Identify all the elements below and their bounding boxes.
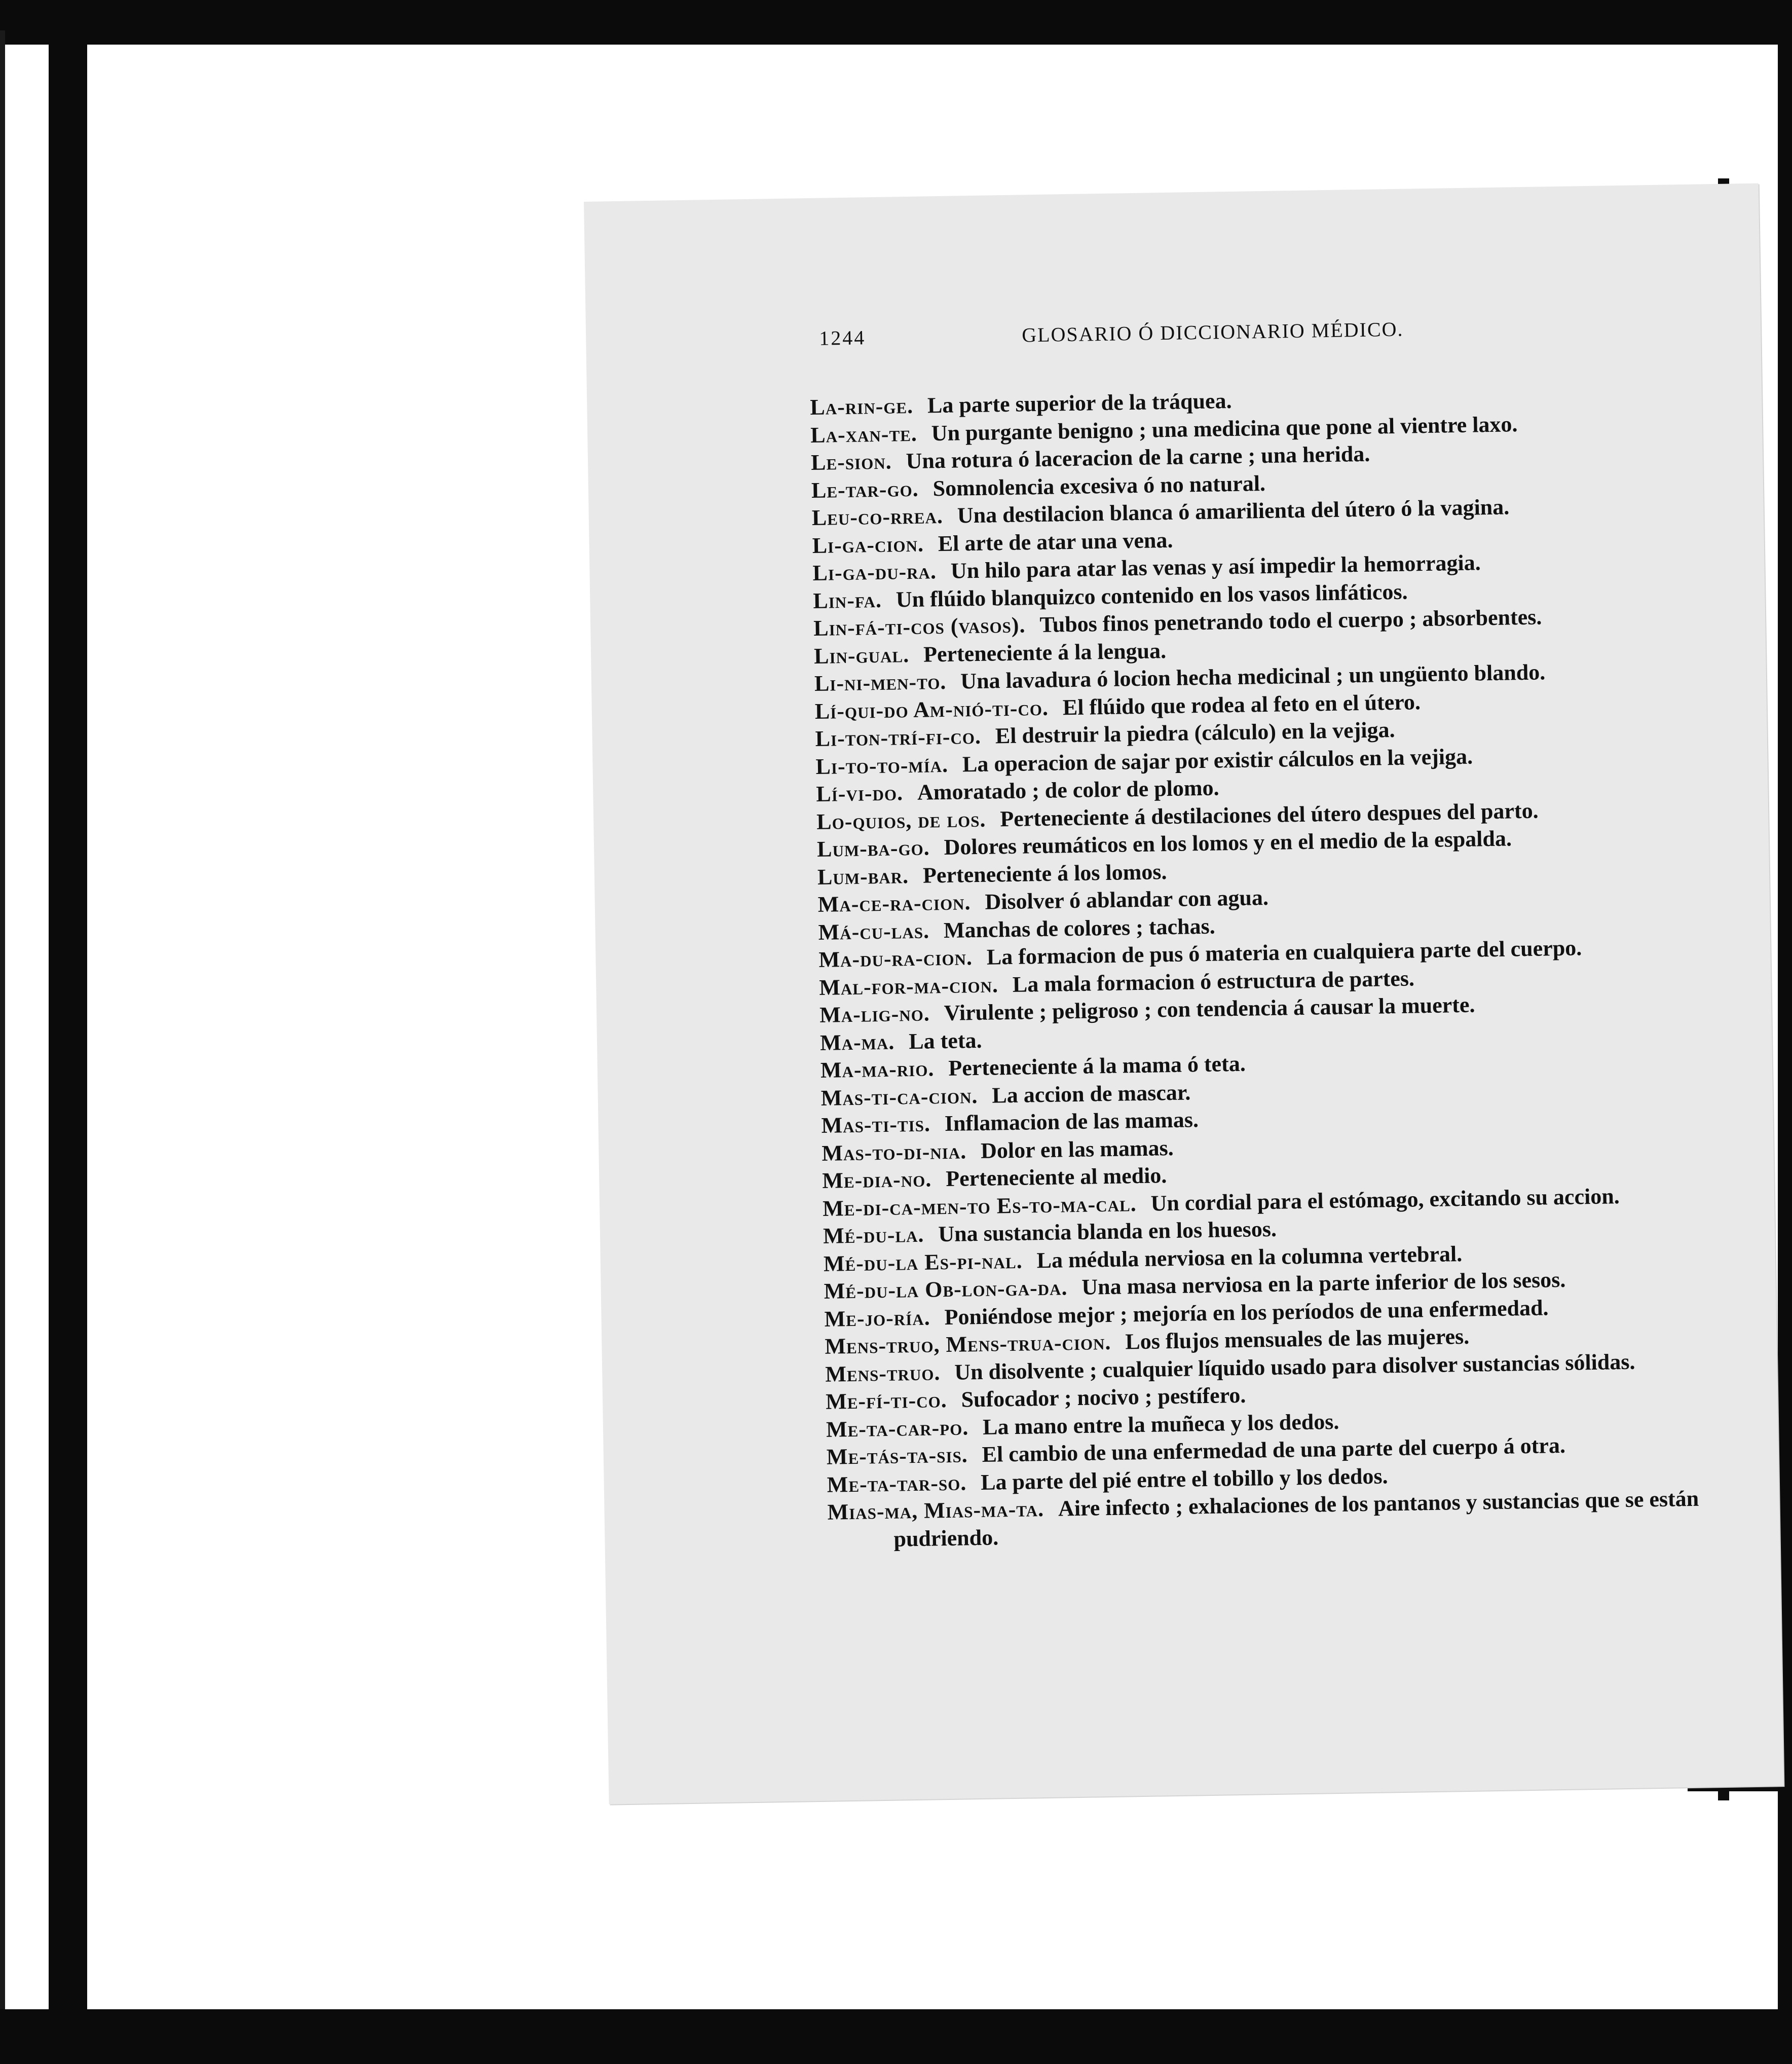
entry-definition: Una sustancia blanda en los huesos. <box>938 1216 1277 1247</box>
scan-border-left-edge <box>0 30 5 2028</box>
entry-definition: El arte de atar una vena. <box>938 527 1173 556</box>
scan-border-left <box>49 30 87 2028</box>
entry-definition: La accion de mascar. <box>991 1079 1191 1108</box>
entry-definition: Dolores reumáticos en los lomos y en el medio de la espalda. <box>944 826 1512 860</box>
entry-term: Le-sion. <box>810 449 892 475</box>
entry-definition: La parte superior de la tráquea. <box>927 388 1232 418</box>
entry-definition: Amoratado ; de color de plomo. <box>917 775 1219 805</box>
entry-term: Mas-ti-tis. <box>821 1111 931 1138</box>
entry-term: Ma-lig-no. <box>819 1001 930 1027</box>
scan-border-bottom <box>0 2009 1792 2064</box>
entry-definition: La teta. <box>908 1027 982 1054</box>
entry-term: Lin-fa. <box>813 587 882 613</box>
entry-definition: El flúido que rodea al feto en el útero. <box>1062 689 1421 720</box>
entry-term: Mé-du-la Ob-lon-ga-da. <box>824 1275 1068 1304</box>
entry-definition: La médula nerviosa en la columna vertebral. <box>1036 1241 1463 1273</box>
entry-term: Me-dia-no. <box>822 1166 932 1193</box>
running-title: GLOSARIO Ó DICCIONARIO MÉDICO. <box>1021 317 1404 347</box>
entry-definition: Perteneciente á destilaciones del útero despues del parto. <box>999 798 1539 831</box>
entry-term: Li-ni-men-to. <box>814 669 947 696</box>
entry-definition: La parte del pié entre el tobillo y los dedos. <box>980 1463 1388 1495</box>
entry-definition: Una lavadura ó locion hecha medicinal ; un ungüento blando. <box>960 659 1546 694</box>
entry-definition: La operacion de sajar por existir cálculos en la vejiga. <box>962 744 1473 777</box>
entry-term: La-xan-te. <box>810 421 918 448</box>
entry-term: Ma-ma-rio. <box>820 1056 935 1083</box>
entry-term: Me-jo-ría. <box>824 1305 931 1332</box>
entry-term: Lum-bar. <box>817 863 909 890</box>
entry-term: Ma-ce-ra-cion. <box>817 890 971 917</box>
entry-term: Me-ta-tar-so. <box>827 1469 967 1497</box>
entry-term: Li-ga-du-ra. <box>812 559 937 585</box>
entry-term: Lin-gual. <box>813 642 910 669</box>
entry-term: La-rin-ge. <box>810 393 914 420</box>
entry-definition: Un flúido blanquizco contenido en los vasos linfáticos. <box>895 579 1408 612</box>
entry-term: Mias-ma, Mias-ma-ta. <box>827 1496 1044 1525</box>
entry-definition: Un hilo para atar las venas y así impedir la hemorragia. <box>950 550 1481 583</box>
entry-term: Me-tás-ta-sis. <box>826 1442 968 1469</box>
entry-term: Mé-du-la Es-pi-nal. <box>823 1248 1023 1276</box>
entry-definition: Manchas de colores ; tachas. <box>943 913 1215 943</box>
entry-term: Má-cu-las. <box>818 917 930 945</box>
entry-definition: Un cordial para el estómago, excitando su accion. <box>1150 1183 1620 1216</box>
entry-term: Ma-ma. <box>819 1029 895 1055</box>
entry-definition: Dolor en las mamas. <box>980 1135 1174 1163</box>
entry-term: Le-tar-go. <box>811 476 919 503</box>
entry-definition: Una masa nerviosa en la parte inferior de los sesos. <box>1081 1267 1566 1300</box>
entry-term: Leu-co-rrea. <box>811 503 944 531</box>
entry-definition: Perteneciente á la lengua. <box>923 638 1167 667</box>
entry-definition: Sufocador ; nocivo ; pestífero. <box>961 1382 1246 1412</box>
entry-definition: Un purgante benigno ; una medicina que pone al vientre laxo. <box>931 411 1518 446</box>
book-page <box>584 183 1783 1804</box>
entry-term: Mens-truo. <box>825 1359 941 1387</box>
entry-definition: Los flujos mensuales de las mujeres. <box>1125 1323 1470 1354</box>
entry-term: Li-ton-trí-fi-co. <box>815 723 982 751</box>
entry-definition: Somnolencia excesiva ó no natural. <box>932 470 1266 501</box>
entry-term: Me-di-ca-men-to Es-to-ma-cal. <box>822 1191 1137 1221</box>
entry-term: Li-ga-cion. <box>812 531 924 558</box>
entry-definition: Poniéndose mejor ; mejoría en los períodos de una enfermedad. <box>944 1295 1549 1330</box>
entry-term: Mas-to-di-nia. <box>822 1138 967 1166</box>
entry-definition: Un disolvente ; cualquier líquido usado para disolver sustancias sólidas. <box>954 1349 1635 1385</box>
page-number: 1244 <box>818 326 866 350</box>
entry-definition: El destruir la piedra (cálculo) en la vejiga. <box>995 717 1395 749</box>
entry-definition: Tubos finos penetrando todo el cuerpo ; absorbentes. <box>1039 604 1542 637</box>
scan-border-top <box>0 0 1792 45</box>
page-header <box>584 183 1759 350</box>
entry-term: Lo-quios, de los. <box>816 806 986 834</box>
entry-term: Li-to-to-mía. <box>815 752 949 779</box>
entry-term: Me-fí-ti-co. <box>825 1387 948 1414</box>
entry-term: Lí-vi-do. <box>816 780 904 806</box>
entry-definition: Perteneciente á los lomos. <box>922 859 1167 888</box>
entry-definition: Perteneciente al medio. <box>945 1163 1167 1192</box>
entry-term: Mé-du-la. <box>823 1222 924 1248</box>
entry-term: Lum-ba-go. <box>816 835 930 862</box>
entry-term: Ma-du-ra-cion. <box>818 945 973 972</box>
entry-definition: La mala formacion ó estructura de partes. <box>1012 965 1415 997</box>
entry-definition: Disolver ó ablandar con agua. <box>985 884 1269 914</box>
entry-definition: Aire infecto ; exhalaciones de los pantanos y sustancias que se están pudriendo. <box>893 1486 1699 1552</box>
entry-definition: La formacion de pus ó materia en cualquiera parte del cuerpo. <box>986 935 1582 970</box>
entry-definition: La mano entre la muñeca y los dedos. <box>982 1409 1339 1440</box>
entry-term: Mal-for-ma-cion. <box>819 972 999 1000</box>
entry-definition: Una rotura ó laceracion de la carne ; una herida. <box>906 441 1370 474</box>
entry-term: Lin-fá-ti-cos (vasos). <box>813 612 1026 641</box>
entry-definition: Virulente ; peligroso ; con tendencia á causar la muerte. <box>944 992 1475 1026</box>
entry-definition: Inflamacion de las mamas. <box>944 1107 1199 1136</box>
entry-term: Mens-truo, Mens-trua-cion. <box>825 1329 1111 1359</box>
entry-term: Me-ta-car-po. <box>826 1414 969 1442</box>
entry-definition: Perteneciente á la mama ó teta. <box>948 1051 1246 1081</box>
entry-definition: Una destilacion blanca ó amarilienta del útero ó la vagina. <box>957 494 1510 528</box>
entry-term: Lí-qui-do Am-nió-ti-co. <box>814 695 1049 724</box>
entry-definition: El cambio de una enfermedad de una parte del cuerpo á otra. <box>982 1432 1566 1467</box>
entry-term: Mas-ti-ca-cion. <box>820 1083 978 1111</box>
glossary-entries <box>810 380 1725 1554</box>
